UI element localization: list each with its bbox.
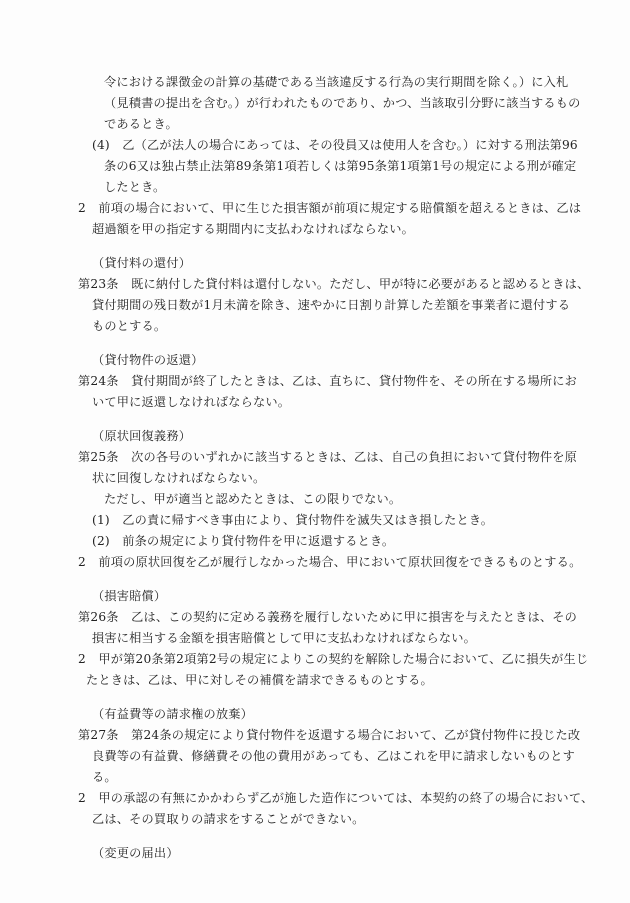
document-line: （損害賠償）	[92, 589, 167, 603]
document-line: (4) 乙（乙が法人の場合にあっては、その役員又は使用人を含む。）に対する刑法第96	[92, 138, 578, 152]
document-line: したとき。	[104, 180, 166, 194]
document-line: (2) 前条の規定により貸付物件を甲に返還するとき。	[92, 534, 395, 548]
document-line: （貸付物件の返還）	[92, 353, 204, 367]
document-line: （見積書の提出を含む。）が行われたものであり、かつ、当該取引分野に該当するもの	[104, 96, 581, 110]
document-line: 良費等の有益費、修繕費その他の費用があっても、乙はこれを甲に請求しないものとす	[92, 749, 575, 763]
document-line: (1) 乙の責に帰すべき事由により、貸付物件を滅失又はき損したとき。	[92, 513, 494, 527]
document-line: いて甲に返還しなければならない。	[92, 395, 291, 409]
document-line: 第27条 第24条の規定により貸付物件を返還する場合において、乙が貸付物件に投じた改	[78, 728, 581, 742]
document-line: 令における課徴金の計算の基礎である当該違反する行為の実行期間を除く。）に入札	[104, 75, 569, 89]
document-line: ものとする。	[92, 319, 167, 333]
document-line: 条の6又は独占禁止法第89条第1項若しくは第95条第1項第1号の規定による刑が確定	[104, 159, 577, 173]
document-line: 第25条 次の各号のいずれかに該当するときは、乙は、自己の負担において貸付物件を原	[78, 450, 578, 464]
document-line: （原状回復義務）	[92, 429, 192, 443]
document-line: 第24条 貸付期間が終了したときは、乙は、直ちに、貸付物件を、その所在する場所にお	[78, 374, 578, 388]
document-line: る。	[92, 770, 117, 784]
document-line: 損害に相当する金額を損害賠償として甲に支払わなければならない。	[92, 631, 477, 645]
document-line: 2 前項の原状回復を乙が履行しなかった場合、甲において原状回復をできるものとする。	[78, 555, 582, 569]
document-line: たときは、乙は、甲に対しその補償を請求できるものとする。	[86, 673, 433, 687]
document-line: 2 甲の承認の有無にかかわらず乙が施した造作については、本契約の終了の場合において、	[78, 791, 594, 805]
document-line: であるとき。	[104, 117, 178, 131]
document-line: 超過額を甲の指定する期間内に支払わなければならない。	[92, 222, 415, 236]
document-line: 状に回復しなければならない。	[92, 471, 266, 485]
document-line: 第26条 乙は、この契約に定める義務を履行しないために甲に損害を与えたときは、その	[78, 610, 578, 624]
document-line: 2 甲が第20条第2項第2号の規定によりこの契約を解除した場合において、乙に損失が生じ	[78, 652, 589, 666]
document-line: 2 前項の場合において、甲に生じた損害額が前項に規定する賠償額を超えるときは、乙は	[78, 201, 582, 215]
document-line: （有益費等の請求権の放棄）	[92, 707, 254, 721]
document-line: 乙は、その買取りの請求をすることができない。	[92, 812, 365, 826]
document-line: 貸付期間の残日数が1月未満を除き、速やかに日割り計算した差額を事業者に還付する	[92, 298, 571, 312]
document-line: （変更の届出）	[92, 846, 179, 860]
document-line: （貸付料の還付）	[92, 256, 192, 270]
document-line: ただし、甲が適当と認めたときは、この限りでない。	[104, 492, 402, 506]
document-line: 第23条 既に納付した貸付料は還付しない。ただし、甲が特に必要があると認めるときは、	[78, 277, 590, 291]
